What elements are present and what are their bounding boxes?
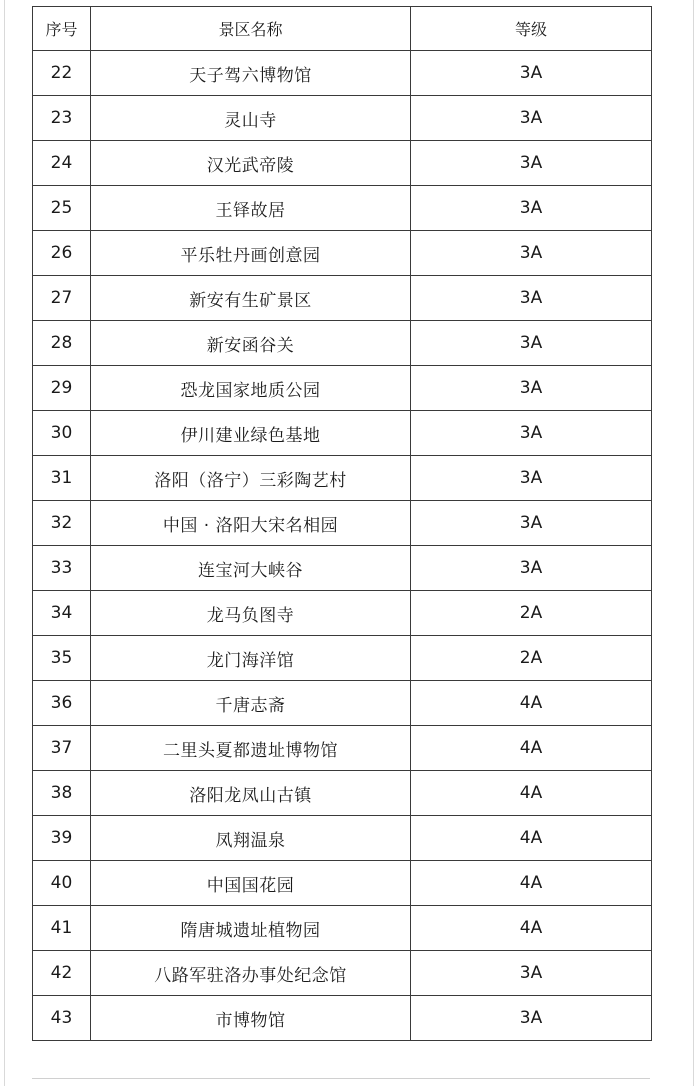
row-number: 34 xyxy=(33,591,91,636)
table-row xyxy=(33,366,652,411)
table-row xyxy=(33,771,652,816)
page-edge-left xyxy=(4,0,5,1086)
scenic-area-name: 连宝河大峡谷 xyxy=(91,546,411,591)
scenic-area-name: 恐龙国家地质公园 xyxy=(91,366,411,411)
scenic-area-name: 灵山寺 xyxy=(91,96,411,141)
scenic-area-level: 3A xyxy=(411,501,652,546)
scenic-area-name: 平乐牡丹画创意园 xyxy=(91,231,411,276)
row-number: 35 xyxy=(33,636,91,681)
row-number: 27 xyxy=(33,276,91,321)
row-number: 28 xyxy=(33,321,91,366)
scenic-area-level: 4A xyxy=(411,771,652,816)
scenic-area-level: 4A xyxy=(411,726,652,771)
scenic-area-name: 天子驾六博物馆 xyxy=(91,51,411,96)
scenic-area-name: 龙马负图寺 xyxy=(91,591,411,636)
header-row xyxy=(33,7,652,51)
scenic-area-level: 3A xyxy=(411,546,652,591)
table-header xyxy=(33,7,652,51)
table-row xyxy=(33,231,652,276)
scenic-area-name: 王铎故居 xyxy=(91,186,411,231)
header-number: 序号 xyxy=(33,7,91,51)
row-number: 33 xyxy=(33,546,91,591)
scenic-area-name: 二里头夏都遗址博物馆 xyxy=(91,726,411,771)
row-number: 22 xyxy=(33,51,91,96)
scenic-area-level: 4A xyxy=(411,681,652,726)
table-row xyxy=(33,51,652,96)
scenic-area-name: 隋唐城遗址植物园 xyxy=(91,906,411,951)
scenic-area-level: 3A xyxy=(411,96,652,141)
row-number: 29 xyxy=(33,366,91,411)
scenic-area-name: 新安函谷关 xyxy=(91,321,411,366)
table-row xyxy=(33,591,652,636)
scenic-area-name: 新安有生矿景区 xyxy=(91,276,411,321)
scenic-area-level: 3A xyxy=(411,141,652,186)
header-level: 等级 xyxy=(411,7,652,51)
table-row xyxy=(33,276,652,321)
row-number: 26 xyxy=(33,231,91,276)
scenic-area-level: 3A xyxy=(411,51,652,96)
page-bottom-line xyxy=(32,1078,650,1079)
scenic-area-level: 2A xyxy=(411,591,652,636)
scenic-area-name: 千唐志斋 xyxy=(91,681,411,726)
scenic-area-level: 3A xyxy=(411,321,652,366)
table-row xyxy=(33,321,652,366)
scenic-area-level: 4A xyxy=(411,906,652,951)
scenic-area-name: 凤翔温泉 xyxy=(91,816,411,861)
scenic-area-level: 3A xyxy=(411,411,652,456)
row-number: 39 xyxy=(33,816,91,861)
row-number: 32 xyxy=(33,501,91,546)
scenic-area-level: 3A xyxy=(411,456,652,501)
scenic-area-name: 龙门海洋馆 xyxy=(91,636,411,681)
row-number: 41 xyxy=(33,906,91,951)
scenic-area-name: 市博物馆 xyxy=(91,996,411,1041)
table-body xyxy=(33,51,652,1041)
scenic-area-level: 2A xyxy=(411,636,652,681)
row-number: 24 xyxy=(33,141,91,186)
scenic-area-name: 中国国花园 xyxy=(91,861,411,906)
page-edge-right xyxy=(693,0,694,1086)
header-name: 景区名称 xyxy=(91,7,411,51)
table-row xyxy=(33,906,652,951)
table-row xyxy=(33,681,652,726)
scenic-area-table xyxy=(32,6,652,1041)
table-row xyxy=(33,861,652,906)
scenic-area-name: 洛阳龙凤山古镇 xyxy=(91,771,411,816)
table-row xyxy=(33,96,652,141)
row-number: 40 xyxy=(33,861,91,906)
scenic-area-name: 中国 · 洛阳大宋名相园 xyxy=(91,501,411,546)
scenic-area-name: 汉光武帝陵 xyxy=(91,141,411,186)
scenic-area-level: 3A xyxy=(411,366,652,411)
row-number: 30 xyxy=(33,411,91,456)
table-row xyxy=(33,141,652,186)
row-number: 37 xyxy=(33,726,91,771)
scenic-area-name: 洛阳（洛宁）三彩陶艺村 xyxy=(91,456,411,501)
row-number: 36 xyxy=(33,681,91,726)
table-row xyxy=(33,411,652,456)
row-number: 23 xyxy=(33,96,91,141)
table-row xyxy=(33,501,652,546)
table-row xyxy=(33,456,652,501)
table-row xyxy=(33,816,652,861)
scenic-area-level: 3A xyxy=(411,951,652,996)
table-row xyxy=(33,726,652,771)
table-row xyxy=(33,636,652,681)
table-row xyxy=(33,546,652,591)
row-number: 43 xyxy=(33,996,91,1041)
table-row xyxy=(33,186,652,231)
scenic-area-level: 3A xyxy=(411,186,652,231)
row-number: 38 xyxy=(33,771,91,816)
scenic-area-name: 八路军驻洛办事处纪念馆 xyxy=(91,951,411,996)
table-row xyxy=(33,951,652,996)
row-number: 25 xyxy=(33,186,91,231)
scenic-area-level: 4A xyxy=(411,816,652,861)
scenic-area-level: 3A xyxy=(411,276,652,321)
scenic-area-level: 3A xyxy=(411,996,652,1041)
scenic-area-level: 4A xyxy=(411,861,652,906)
scenic-area-name: 伊川建业绿色基地 xyxy=(91,411,411,456)
row-number: 42 xyxy=(33,951,91,996)
row-number: 31 xyxy=(33,456,91,501)
table-row xyxy=(33,996,652,1041)
scenic-area-level: 3A xyxy=(411,231,652,276)
